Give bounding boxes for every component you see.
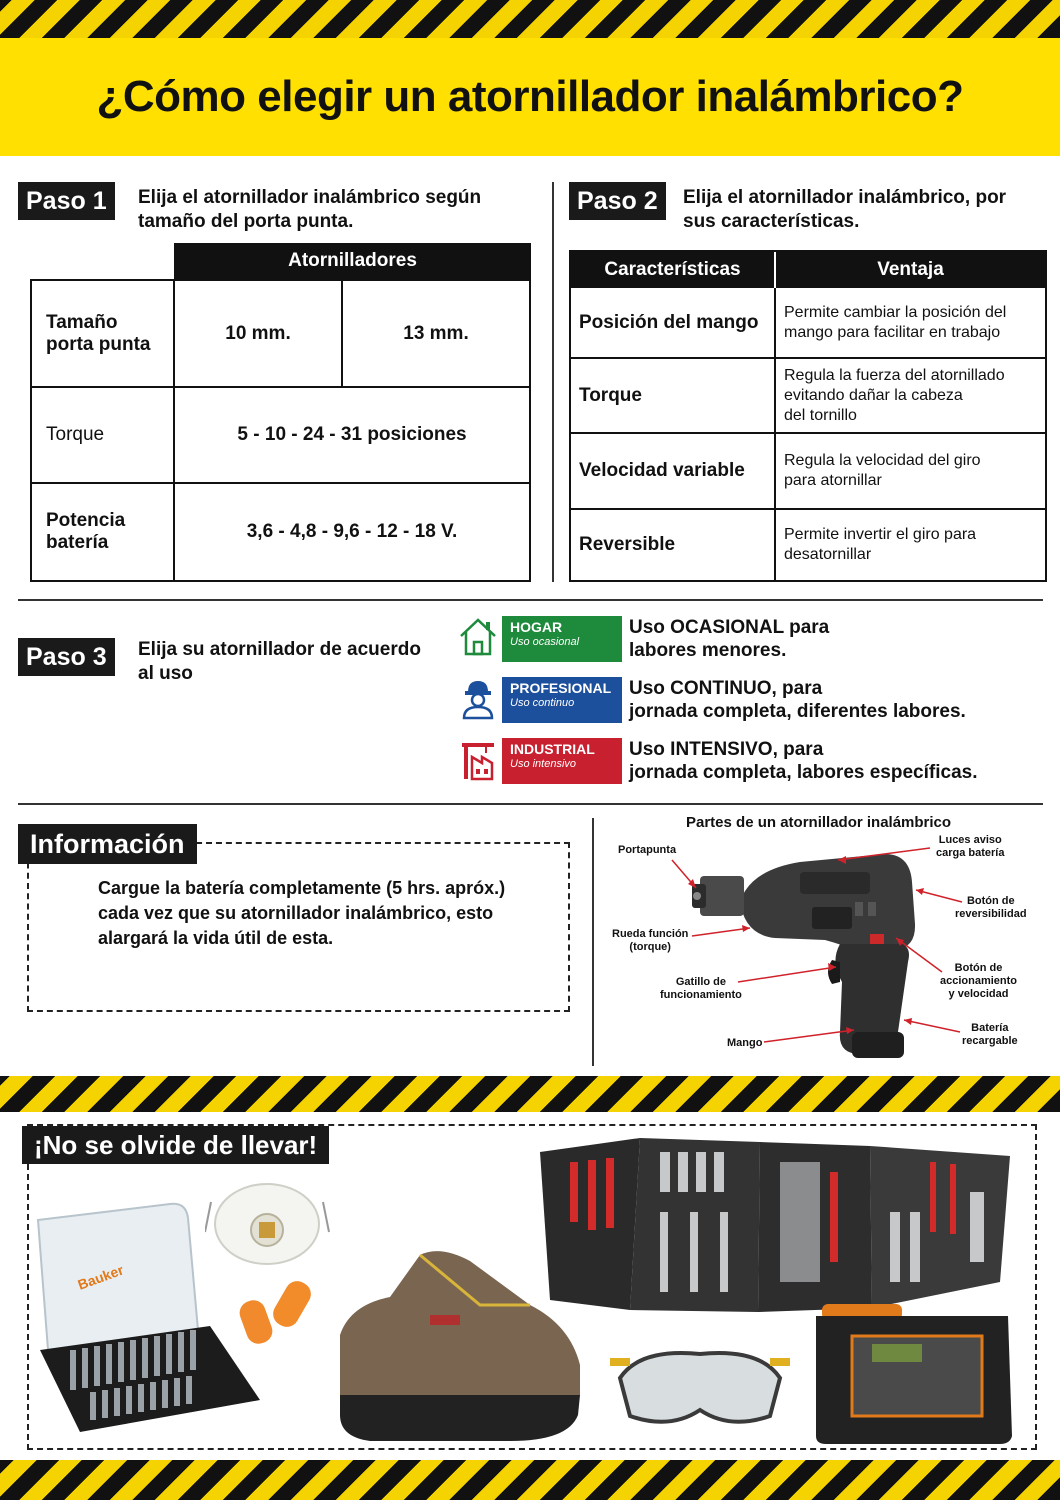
badge-hogar	[502, 616, 622, 662]
badge-industrial-title: INDUSTRIAL	[510, 741, 595, 757]
use-industrial-l1: Uso INTENSIVO, para	[629, 739, 824, 760]
badge-industrial	[502, 738, 622, 784]
label-luces	[936, 834, 1004, 860]
label-rueda-l2: (torque)	[629, 941, 671, 953]
label-gatillo	[660, 976, 742, 1002]
adv-velocidad-l1: Regula la velocidad del giro	[784, 452, 981, 469]
adv-reversible-l1: Permite invertir el giro para	[784, 526, 977, 543]
hazard-stripe-middle	[0, 1076, 1060, 1112]
row1-label-line2: porta punta	[46, 333, 151, 355]
worker-icon	[458, 676, 498, 720]
feature-velocidad: Velocidad variable	[571, 434, 776, 510]
drill-chuck-shape	[700, 876, 744, 916]
paso1-potencia-value: 3,6 - 4,8 - 9,6 - 12 - 18 V.	[246, 521, 458, 542]
tool-case-set	[530, 1132, 1020, 1322]
paso1-row1-label	[32, 281, 175, 388]
divider-vertical-1	[552, 182, 554, 582]
dust-mask	[205, 1172, 330, 1272]
divider-vertical-2	[592, 818, 594, 1066]
storage-case	[812, 1296, 1017, 1446]
paso2-text	[683, 186, 1006, 234]
row1-label-line1: Tamaño	[46, 311, 118, 333]
label-boton-acc-l2: accionamiento	[940, 975, 1018, 987]
info-line1: Cargue la batería completamente (5 hrs. apróx.)	[98, 878, 506, 898]
divider-horizontal-2	[18, 803, 1043, 805]
badge-industrial-sub: Uso intensivo	[510, 758, 577, 770]
paso1-label: Paso 1	[18, 182, 115, 220]
advantage-velocidad	[776, 434, 1045, 510]
adv-posicion-l2: mango para facilitar en trabajo	[784, 323, 1001, 341]
label-boton-acc-l3: y velocidad	[948, 988, 1009, 1000]
paso3-text-line1: Elija su atornillador de acuerdo	[138, 639, 421, 660]
paso1-row2-label: Torque	[32, 388, 175, 484]
adv-torque-l1: Regula la fuerza del atornillado	[784, 366, 1005, 384]
page-title: ¿Cómo elegir un atornillador inalámbrico?	[96, 72, 964, 121]
badge-hogar-sub: Uso ocasional	[510, 636, 580, 648]
label-gatillo-l1: Gatillo de	[675, 976, 726, 988]
adv-reversible-l2: desatornillar	[784, 546, 872, 563]
paso2-label: Paso 2	[569, 182, 666, 220]
hazard-stripe-bottom	[0, 1460, 1060, 1500]
info-line3: alargará la vida útil de esta.	[98, 928, 334, 948]
paso1-size-10: 10 mm.	[175, 281, 343, 388]
factory-icon	[458, 737, 498, 781]
label-rueda	[612, 928, 688, 954]
label-bateria	[962, 1022, 1018, 1048]
paso1-text-line1: Elija el atornillador inalámbrico según	[138, 187, 482, 208]
label-rueda-l1: Rueda función	[612, 928, 689, 940]
info-line2: cada vez que su atornillador inalámbrico, esto	[98, 903, 494, 923]
label-luces-l1: Luces aviso	[938, 834, 1002, 846]
label-boton-reversibilidad	[955, 895, 1027, 921]
safety-goggles	[610, 1338, 790, 1438]
use-hogar-l2: labores menores.	[629, 640, 787, 661]
divider-horizontal-1	[18, 599, 1043, 601]
info-text	[98, 876, 505, 951]
case-brand-text: Bauker	[75, 1261, 126, 1293]
label-boton-rev-l1: Botón de	[966, 895, 1015, 907]
label-gatillo-l2: funcionamiento	[660, 989, 742, 1001]
label-boton-rev-l2: reversibilidad	[955, 908, 1027, 920]
label-bateria-l1: Batería	[971, 1022, 1009, 1034]
paso3-text-line2: al uso	[138, 663, 193, 684]
use-profesional-text	[629, 677, 966, 723]
info-label: Información	[18, 824, 197, 864]
ear-plugs	[235, 1270, 325, 1350]
adv-velocidad-l2: para atornillar	[784, 472, 882, 489]
badge-hogar-title: HOGAR	[510, 619, 563, 635]
paso2-col-caracteristicas: Características	[571, 252, 776, 288]
use-profesional-l2: jornada completa, diferentes labores.	[629, 701, 966, 722]
drill-head-shape	[740, 854, 915, 952]
adv-posicion-l1: Permite cambiar la posición del	[784, 303, 1007, 321]
paso2-text-line2: sus características.	[683, 211, 860, 232]
paso1-text	[138, 186, 481, 234]
advantage-reversible	[776, 510, 1045, 580]
badge-profesional-sub: Uso continuo	[510, 697, 575, 709]
use-hogar-l1: Uso OCASIONAL para	[629, 617, 830, 638]
paso1-size-13: 13 mm.	[343, 281, 529, 388]
use-hogar-text	[629, 616, 829, 662]
bring-label: ¡No se olvide de llevar!	[22, 1126, 329, 1164]
page-header	[0, 38, 1060, 156]
use-industrial-l2: jornada completa, labores específicas.	[629, 762, 978, 783]
house-icon	[458, 614, 498, 658]
advantage-posicion	[776, 288, 1045, 359]
paso1-table-header: Atornilladores	[174, 243, 531, 279]
paso2-col-ventaja: Ventaja	[776, 252, 1045, 288]
row3-label-line1: Potencia	[46, 510, 126, 531]
label-portapunta: Portapunta	[618, 844, 677, 856]
paso1-text-line2: tamaño del porta punta.	[138, 211, 354, 232]
feature-reversible: Reversible	[571, 510, 776, 580]
use-profesional-l1: Uso CONTINUO, para	[629, 678, 823, 699]
badge-profesional	[502, 677, 622, 723]
label-mango: Mango	[727, 1037, 763, 1049]
badge-profesional-title: PROFESIONAL	[510, 680, 612, 696]
paso1-torque-value: 5 - 10 - 24 - 31 posiciones	[175, 388, 529, 484]
use-industrial-text	[629, 738, 977, 784]
label-boton-acc-l1: Botón de	[954, 962, 1003, 974]
label-luces-l2: carga batería	[936, 847, 1005, 859]
advantage-torque	[776, 359, 1045, 434]
adv-torque-l2: evitando dañar la cabeza	[784, 386, 963, 404]
adv-torque-l3: del tornillo	[784, 406, 857, 424]
parts-title: Partes de un atornillador inalámbrico	[686, 814, 952, 831]
paso3-label: Paso 3	[18, 638, 115, 676]
paso2-table	[569, 250, 1047, 582]
label-boton-accionamiento	[940, 962, 1017, 1001]
hazard-stripe-top	[0, 0, 1060, 38]
paso2-text-line1: Elija el atornillador inalámbrico, por	[683, 187, 1007, 208]
label-bateria-l2: recargable	[962, 1035, 1018, 1047]
row3-label-line2: batería	[46, 532, 109, 553]
feature-torque: Torque	[571, 359, 776, 434]
paso1-row3-label	[32, 484, 175, 580]
feature-posicion: Posición del mango	[571, 288, 776, 359]
paso1-table	[30, 279, 531, 582]
paso3-text	[138, 638, 421, 686]
